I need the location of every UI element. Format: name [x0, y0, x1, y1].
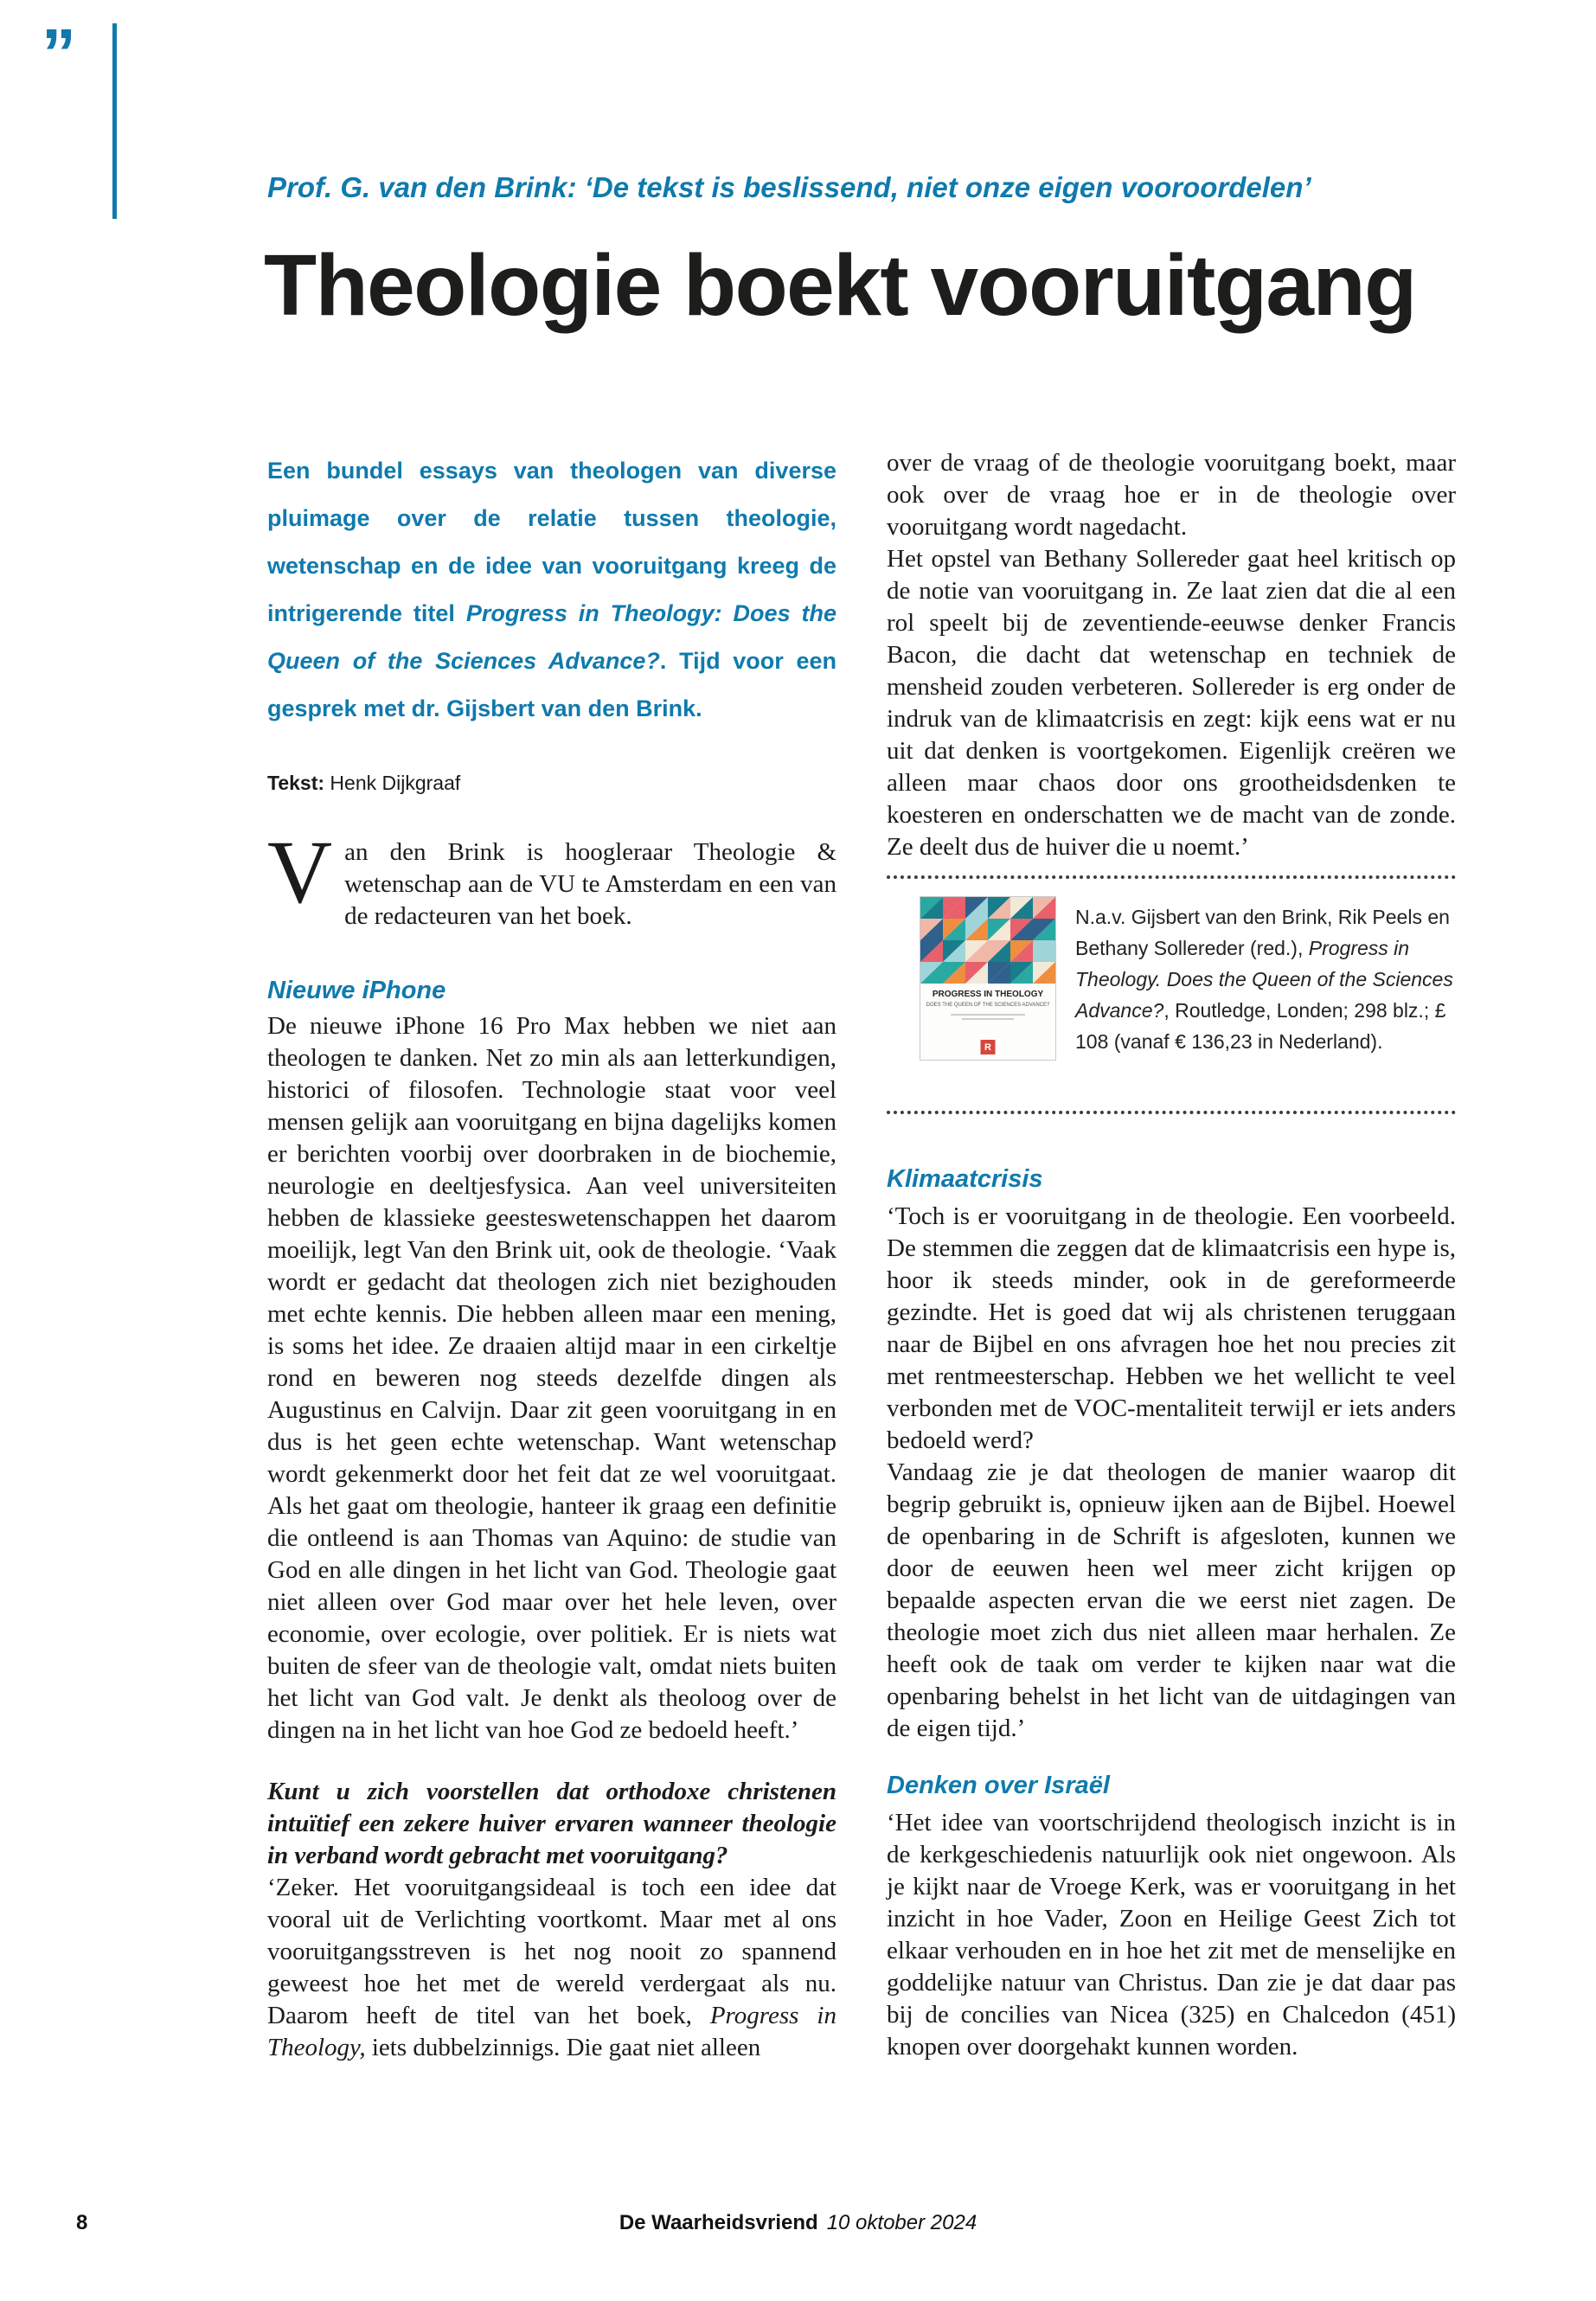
byline-author: Henk Dijkgraaf: [324, 772, 461, 794]
byline: [267, 772, 836, 795]
book-cover: [920, 896, 1056, 1061]
left-column: [267, 447, 836, 2064]
book-info-box: [887, 896, 1456, 1061]
body-nieuwe-iphone: De nieuwe iPhone 16 Pro Max hebben we niet aan theologen te danken. Net zo min als aan letterkundigen, historici of filosofen. Technologie staat voor veel mensen gelijk aan vooruitgang en bijna dagelijks komen er berichten voorbij over doorbraken in de biochemie, neurologie en deeltjesfysica. Aan veel universiteiten hebben de klassieke geesteswetenschappen het daarom moeilijk, legt Van den Brink uit, ook de theologie. ‘Vaak wordt er gedacht dat theologen zich niet bezighouden met echte kennis. Die hebben alleen maar een mening, is soms het idee. Ze draaien altijd maar in een cirkeltje rond en beweren nog steeds dezelfde dingen als Augustinus en Calvijn. Daar zit geen vooruitgang in en dus is het geen echte wetenschap. Want wetenschap wordt gekenmerkt door het feit dat ze wel vooruitgaat. Als het gaat om theologie, hanteer ik graag een definitie die ontleend is aan Thomas van Aquino: de studie van God en alle dingen in het licht van God. Theologie gaat niet alleen over God maar over het hele leven, over economie, over ecologie, over politiek. Er is niets wat buiten de sfeer van de theologie valt, omdat niets buiten het licht van God valt. Je denkt als theoloog over de dingen na in het licht van hoe God ze bedoeld heeft.’: [267, 1012, 836, 1744]
section-heading-klimaatcrisis: Klimaatcrisis: [887, 1165, 1043, 1193]
continued-paragraph-2: Het opstel van Bethany Sollereder gaat heel kritisch op de notie van vooruitgang in. Ze laat zien dat die al een rol speelt bij de zeventiende-eeuwse denker Francis Bacon, die dacht dat wetenschap en techniek de mensheid zouden verbeteren. Sollereder is erg onder de indruk van de klimaatcrisis en zegt: kijk eens wat er nu uit dat denken is voortgekomen. Eigenlijk creëren we alleen maar chaos door ons grootheidsdenken te koesteren en onderschatten we de macht van de zonde. Ze deelt dus de huiver die u noemt.’: [887, 545, 1456, 861]
dotted-divider-bottom: [887, 1111, 1456, 1114]
kicker: Prof. G. van den Brink: ‘De tekst is beslissend, niet onze eigen vooroordelen’: [267, 171, 1311, 203]
body-klimaatcrisis-2: Vandaag zie je dat theologen de manier waarop dit begrip gebruikt is, opnieuw ijken aan de Bijbel. Hoewel de openbaring in de Schrift is afgesloten, kunnen we door de eeuwen heen wel meer zicht krijgen op bepaalde aspecten ervan die we eerst niet zagen. De theologie moet zich dus niet alleen maar herhalen. Ze heeft ook de taak om verder te kijken naar wat die openbaring behelst in het licht van de uitdagingen van de eigen tijd.’: [887, 1458, 1456, 1742]
continued-paragraph-1: over de vraag of de theologie vooruitgang boekt, maar ook over de vraag hoe er in de theologie over vooruitgang wordt nagedacht.: [887, 449, 1456, 541]
magazine-name: De Waarheidsvriend: [619, 2211, 818, 2234]
dotted-divider-top: [887, 875, 1456, 879]
right-column: [887, 447, 1456, 2064]
page-footer: [0, 2211, 1596, 2235]
body-denken-over-israel: ‘Het idee van voortschrijdend theologisch inzicht is in de kerkgeschiedenis natuurlijk ook niet ongewoon. Als je kijkt naar de Vroege Kerk, was er vooruitgang in het inzicht in hoe Vader, Zoon en Heilige Geest Zich tot elkaar verhouden en in hoe het zit met de menselijke en goddelijke natuur van Christus. Dan zie je dat daar pas bij de concilies van Nicea (325) en Chalcedon (451) knopen over doorgehakt kunnen worden.: [887, 1809, 1456, 2061]
issue-date: 10 oktober 2024: [826, 2211, 977, 2234]
body-klimaatcrisis-1: ‘Toch is er vooruitgang in de theologie. Een voorbeeld. De stemmen die zeggen dat de klimaatcrisis een hype is, hoor ik steeds minder, ook in de gereformeerde gezindte. Het is goed dat wij als christenen teruggaan naar de Bijbel en ons afvragen hoe het nou precies zit met rentmeesterschap. Hebben we het wellicht te veel verbonden met de VOC-mentaliteit terwijl er iets anders bedoeld werd?: [887, 1202, 1456, 1454]
byline-label: Tekst:: [267, 772, 325, 794]
interview-question: Kunt u zich voorstellen dat orthodoxe christenen intuïtief een zekere huiver ervaren wanneer theologie in verband wordt gebracht met vooruitgang?: [267, 1778, 836, 1869]
book-cover-mosaic: [920, 897, 1055, 984]
book-cover-title: PROGRESS IN THEOLOGY: [932, 990, 1044, 999]
book-caption: N.a.v. Gijsbert van den Brink, Rik Peels en Bethany Sollereder (red.), Progress in Theology. Does the Queen of the Sciences Advance?, Routledge, Londen; 298 blz.; £ 108 (vanaf € 136,23 in Nederland).: [1075, 906, 1453, 1053]
lead-paragraph: [267, 823, 836, 933]
book-cover-editor-lines: [920, 1014, 1055, 1020]
lead-text: an den Brink is hoogleraar Theologie & wetenschap aan de VU te Amsterdam en een van de redacteuren van het boek.: [344, 838, 836, 930]
footer-center: [0, 2211, 1596, 2235]
interview-answer: ‘Zeker. Het vooruitgangsideaal is toch een idee dat vooral uit de Verlichting voortkomt. Maar met al ons vooruitgangsstreven is het nog nooit zo spannend geweest hoe het met de wereld verdergaat als nu. Daarom heeft de titel van het boek, Progress in Theology, iets dubbelzinnigs. Die gaat niet alleen: [267, 1874, 836, 2061]
page-number: 8: [76, 2211, 88, 2234]
routledge-logo: R: [981, 1040, 996, 1054]
standfirst: Een bundel essays van theologen van diverse pluimage over de relatie tussen theologie, wetenschap en de idee van vooruitgang kreeg de intrigerende titel Progress in Theology: Does the Queen of the Sciences Advance?. Tijd voor een gesprek met dr. Gijsbert van den Brink.: [267, 458, 836, 721]
pull-quote-icon: ”: [42, 15, 76, 92]
section-heading-nieuwe-iphone: Nieuwe iPhone: [267, 977, 446, 1004]
book-cover-subtitle: DOES THE QUEEN OF THE SCIENCES ADVANCE?: [926, 1003, 1050, 1008]
page-title: Theologie boekt vooruitgang: [264, 237, 1416, 334]
section-heading-denken-over-israel: Denken over Israël: [887, 1772, 1110, 1799]
masthead-rule: [112, 23, 117, 219]
article-columns: [267, 447, 1456, 2064]
dropcap: V: [267, 823, 333, 922]
